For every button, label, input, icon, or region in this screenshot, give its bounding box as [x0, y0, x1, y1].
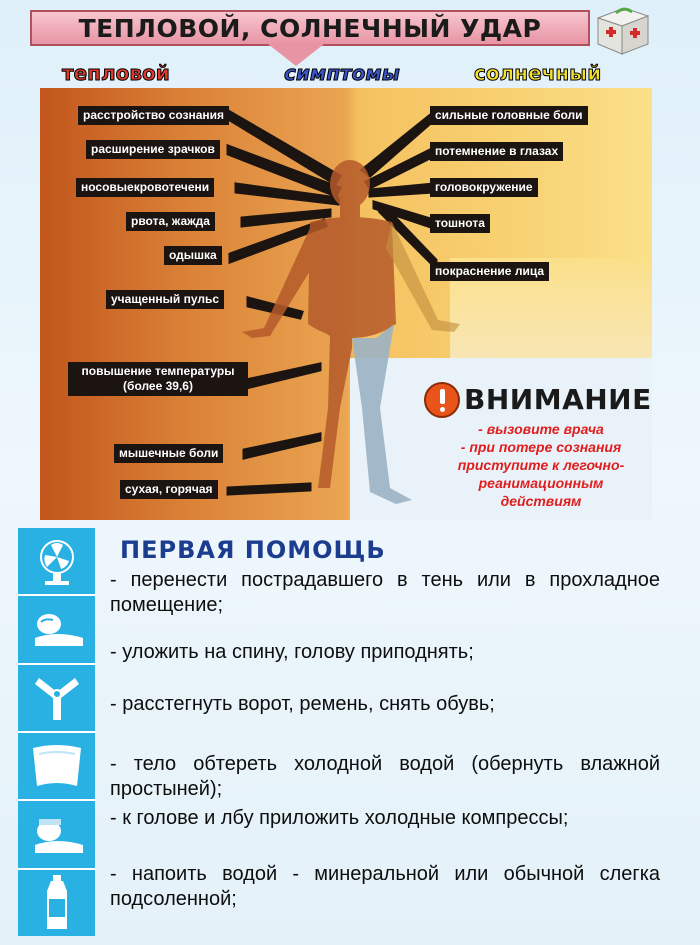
symptom-heat-temperature-line1: повышение температуры	[81, 364, 235, 378]
category-solar: солнечный	[474, 61, 602, 85]
title-banner	[30, 10, 590, 46]
first-aid-kit-icon	[594, 4, 652, 56]
symptom-solar-darkening: потемнение в глазах	[430, 142, 563, 161]
symptom-heat-temperature-line2: (более 39,6)	[123, 379, 193, 393]
first-aid-item: - перенести пострадавшего в тень или в прохладное помещение;	[110, 569, 660, 616]
symptom-solar-headache: сильные головные боли	[430, 106, 588, 125]
wet-sheet-icon	[27, 738, 87, 794]
icon-cell	[18, 733, 95, 801]
category-symptoms: симптомы	[284, 61, 400, 85]
water-bottle-icon	[37, 873, 77, 933]
first-aid-icon-strip	[18, 528, 95, 936]
lying-person-icon	[27, 604, 87, 654]
symptom-heat-vomiting: рвота, жажда	[126, 212, 215, 231]
symptom-solar-dizziness: головокружение	[430, 178, 538, 197]
first-aid-item: - тело обтереть холодной водой (обернуть влажной простыней);	[110, 753, 660, 800]
symptom-heat-pulse: учащенный пульс	[106, 290, 224, 309]
fan-icon	[29, 533, 85, 589]
first-aid-item: - уложить на спину, голову приподнять;	[110, 641, 474, 663]
attention-text	[416, 420, 666, 510]
attention-line: действиям	[500, 493, 582, 509]
first-aid-item: - расстегнуть ворот, ремень, снять обувь;	[110, 693, 495, 715]
symptom-solar-nausea: тошнота	[430, 214, 490, 233]
symptom-heat-muscle-pain: мышечные боли	[114, 444, 223, 463]
symptom-heat-nosebleed: носовыекровотечени	[76, 178, 214, 197]
page-title: ТЕПЛОВОЙ, СОЛНЕЧНЫЙ УДАР	[78, 13, 542, 43]
attention-title: ВНИМАНИЕ	[464, 383, 652, 416]
symptom-heat-dyspnea: одышка	[164, 246, 222, 265]
attention-line: приступите к легочно-	[457, 457, 625, 473]
icon-cell	[18, 801, 95, 869]
unbuttoned-shirt-icon	[29, 670, 85, 726]
cold-compress-icon	[27, 809, 87, 859]
icon-cell	[18, 665, 95, 733]
attention-line: реанимационным	[478, 475, 604, 491]
symptom-heat-dry-skin: сухая, горячая	[120, 480, 218, 499]
first-aid-item: - к голове и лбу приложить холодные компрессы;	[110, 807, 569, 829]
symptom-heat-pupils: расширение зрачков	[86, 140, 220, 159]
icon-cell	[18, 870, 95, 936]
first-aid-item: - напоить водой - минеральной или обычной слегка подсоленной;	[110, 863, 660, 910]
symptom-heat-consciousness: расстройство сознания	[78, 106, 229, 125]
category-heat: тепловой	[62, 61, 170, 85]
icon-cell	[18, 596, 95, 664]
exclamation-icon	[424, 382, 460, 418]
attention-line: - вызовите врача	[478, 421, 604, 437]
symptom-solar-face-redness: покраснение лица	[430, 262, 549, 281]
first-aid-title: ПЕРВАЯ ПОМОЩЬ	[120, 536, 386, 564]
symptom-heat-temperature	[68, 362, 248, 396]
icon-cell	[18, 528, 95, 596]
attention-line: - при потере сознания	[460, 439, 622, 455]
